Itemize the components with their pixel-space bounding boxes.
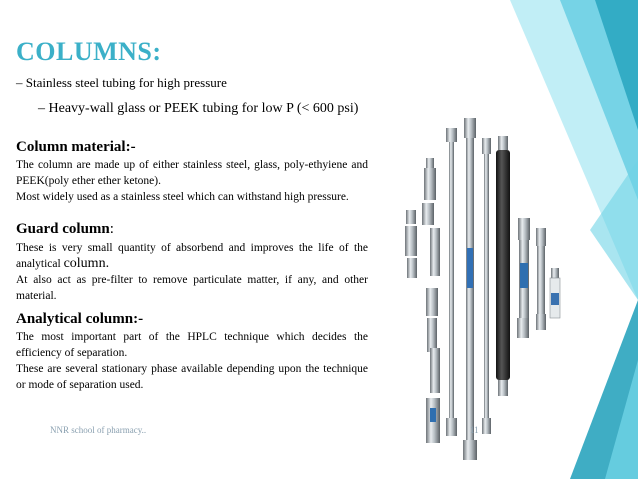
paragraph: Most widely used as a stainless steel which can withstand high pressure. — [16, 191, 349, 203]
section-analytical-column — [16, 329, 368, 393]
paragraph: At also act as pre-filter to remove particulate matter, if any, and other material. — [16, 274, 368, 302]
heading-analytical-column: Analytical column:- — [16, 311, 144, 327]
heading-text: Guard column — [16, 221, 110, 237]
paragraph: The column are made up of either stainless steel, glass, poly-ethyiene and PEEK(poly ether ether ketone). — [16, 159, 368, 187]
heading-suffix: : — [109, 221, 114, 237]
footer-school: NNR school of pharmacy.. — [50, 425, 147, 435]
bullet-glass-peek: – Heavy-wall glass or PEEK tubing for low P (< 600 psi) — [38, 101, 359, 116]
hplc-columns-photo — [386, 118, 580, 463]
bullet-stainless: – Stainless steel tubing for high pressure — [16, 75, 227, 90]
paragraph: These is very small quantity of absorbend and improves the life of the analytical column. — [16, 242, 368, 271]
heading-column-material: Column material:- — [16, 139, 136, 155]
slide-title: COLUMNS: — [16, 37, 162, 66]
section-guard-column — [16, 240, 368, 304]
paragraph: The most important part of the HPLC technique which decides the efficiency of separation. — [16, 331, 368, 359]
column-word: column. — [63, 256, 110, 271]
section-column-material — [16, 157, 368, 205]
heading-guard-column — [16, 221, 114, 238]
page-number: 11 — [470, 425, 479, 435]
paragraph: These are several stationary phase available depending upon the technique or mode of separation used. — [16, 363, 368, 391]
